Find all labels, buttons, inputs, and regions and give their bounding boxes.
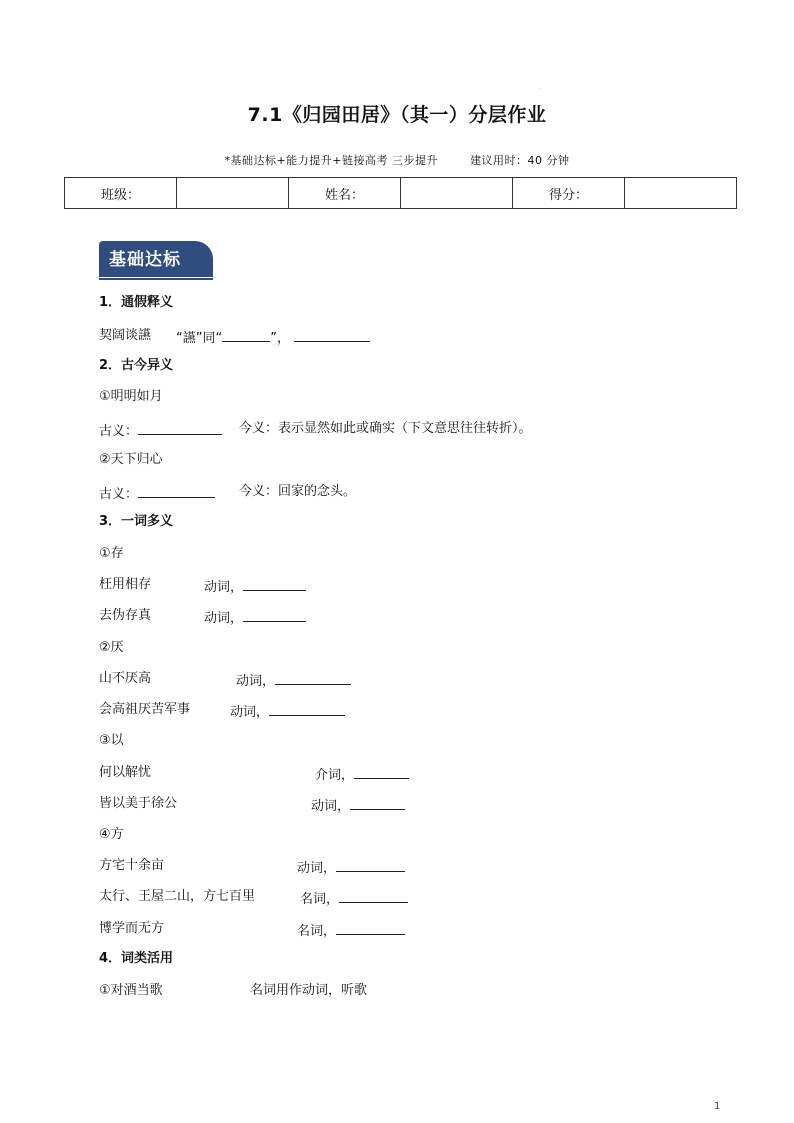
score-field[interactable] bbox=[625, 178, 737, 209]
section-tag-basic: 基础达标 bbox=[99, 241, 213, 277]
q4-a-label: ①对酒当歌 bbox=[99, 983, 163, 998]
q3-yan-1-blank[interactable] bbox=[275, 670, 351, 685]
q3-yi-1 bbox=[99, 764, 355, 783]
q3-heading: 3．一词多义 bbox=[99, 514, 174, 529]
q3-yi-2-phrase: 皆以美于徐公 bbox=[99, 796, 178, 811]
q3-yan-label: ②厌 bbox=[99, 640, 124, 655]
q2-b-row bbox=[99, 483, 357, 504]
q4-heading: 4．词类活用 bbox=[99, 951, 174, 966]
subtitle-steps: *基础达标+能力提升+链接高考 三步提升 bbox=[224, 154, 438, 167]
q3-fang-3-phrase: 博学而无方 bbox=[99, 921, 165, 936]
q3-yan-1 bbox=[99, 670, 276, 689]
page-subtitle bbox=[0, 152, 794, 168]
q2-b-gu: 古义： bbox=[99, 487, 139, 502]
name-label: 姓名： bbox=[289, 178, 401, 209]
q3-cun-2-phrase: 去伪存真 bbox=[99, 608, 152, 623]
student-info-table bbox=[64, 177, 737, 209]
q3-cun-2-blank[interactable] bbox=[243, 607, 306, 622]
q1-blank-1[interactable] bbox=[222, 327, 270, 342]
q2-a-blank[interactable] bbox=[138, 420, 222, 435]
q3-yi-label: ③以 bbox=[99, 733, 124, 748]
q2-b-jin: 今义：回家的念头。 bbox=[239, 484, 357, 499]
q3-yan-1-type: 动词， bbox=[236, 674, 276, 689]
q3-fang-2-phrase: 太行、王屋二山，方七百里 bbox=[99, 889, 256, 904]
q1-blank-2[interactable] bbox=[294, 327, 370, 342]
q1-phrase: 契阔谈讌 bbox=[99, 328, 152, 343]
q3-cun-1-phrase: 枉用相存 bbox=[99, 577, 152, 592]
q1-note-suffix: ”， bbox=[270, 331, 290, 346]
q3-fang-3-blank[interactable] bbox=[336, 920, 405, 935]
q3-fang-1-type: 动词， bbox=[297, 861, 337, 876]
q2-a-gu: 古义： bbox=[99, 424, 139, 439]
q3-cun-1-type: 动词， bbox=[204, 580, 244, 595]
q3-yi-2 bbox=[99, 795, 351, 814]
q3-fang-1 bbox=[99, 857, 337, 876]
stray-mark: · bbox=[539, 86, 541, 93]
q3-yi-1-blank[interactable] bbox=[354, 764, 409, 779]
q3-yan-2 bbox=[99, 701, 270, 720]
q2-b-blank[interactable] bbox=[138, 483, 215, 498]
q3-yan-1-phrase: 山不厌高 bbox=[99, 671, 152, 686]
q1-heading: 1．通假释义 bbox=[99, 295, 174, 310]
q3-fang-2 bbox=[99, 888, 340, 907]
q2-b-label: ②天下归心 bbox=[99, 452, 163, 467]
q3-fang-3-type: 名词， bbox=[297, 924, 337, 939]
q1-item bbox=[99, 327, 290, 346]
q3-fang-2-blank[interactable] bbox=[339, 888, 408, 903]
q3-yan-2-type: 动词， bbox=[230, 705, 270, 720]
q3-yi-2-blank[interactable] bbox=[350, 795, 405, 810]
q3-fang-label: ④方 bbox=[99, 827, 124, 842]
q3-yan-2-phrase: 会高祖厌苦军事 bbox=[99, 702, 191, 717]
q3-cun-2-type: 动词， bbox=[204, 611, 244, 626]
q3-fang-3 bbox=[99, 920, 337, 939]
q3-fang-2-type: 名词， bbox=[300, 892, 340, 907]
subtitle-time: 建议用时：40 分钟 bbox=[469, 154, 570, 167]
q3-yi-1-phrase: 何以解忧 bbox=[99, 765, 152, 780]
q2-a-row bbox=[99, 420, 532, 441]
page-number: 1 bbox=[714, 1101, 721, 1112]
q4-a-row bbox=[99, 982, 368, 1000]
q3-cun-label: ①存 bbox=[99, 546, 124, 561]
q3-cun-1 bbox=[99, 576, 244, 595]
page-title: 7.1《归园田居》（其一）分层作业 bbox=[247, 104, 547, 126]
q3-fang-1-phrase: 方宅十余亩 bbox=[99, 858, 165, 873]
q3-yi-2-type: 动词， bbox=[311, 799, 351, 814]
q3-yi-1-type: 介词， bbox=[315, 768, 355, 783]
class-label: 班级： bbox=[65, 178, 177, 209]
q3-cun-2 bbox=[99, 607, 244, 626]
q2-a-jin: 今义：表示显然如此或确实（下文意思往往转折）。 bbox=[239, 421, 532, 436]
q3-cun-1-blank[interactable] bbox=[243, 576, 306, 591]
q2-heading: 2．古今异义 bbox=[99, 358, 174, 373]
q4-a-note: 名词用作动词，听歌 bbox=[250, 983, 368, 998]
q2-a-label: ①明明如月 bbox=[99, 389, 163, 404]
score-label: 得分： bbox=[513, 178, 625, 209]
q3-yan-2-blank[interactable] bbox=[269, 701, 345, 716]
q1-note-prefix: “讌”同“ bbox=[176, 331, 223, 346]
name-field[interactable] bbox=[401, 178, 513, 209]
q3-fang-1-blank[interactable] bbox=[336, 857, 405, 872]
class-field[interactable] bbox=[177, 178, 289, 209]
